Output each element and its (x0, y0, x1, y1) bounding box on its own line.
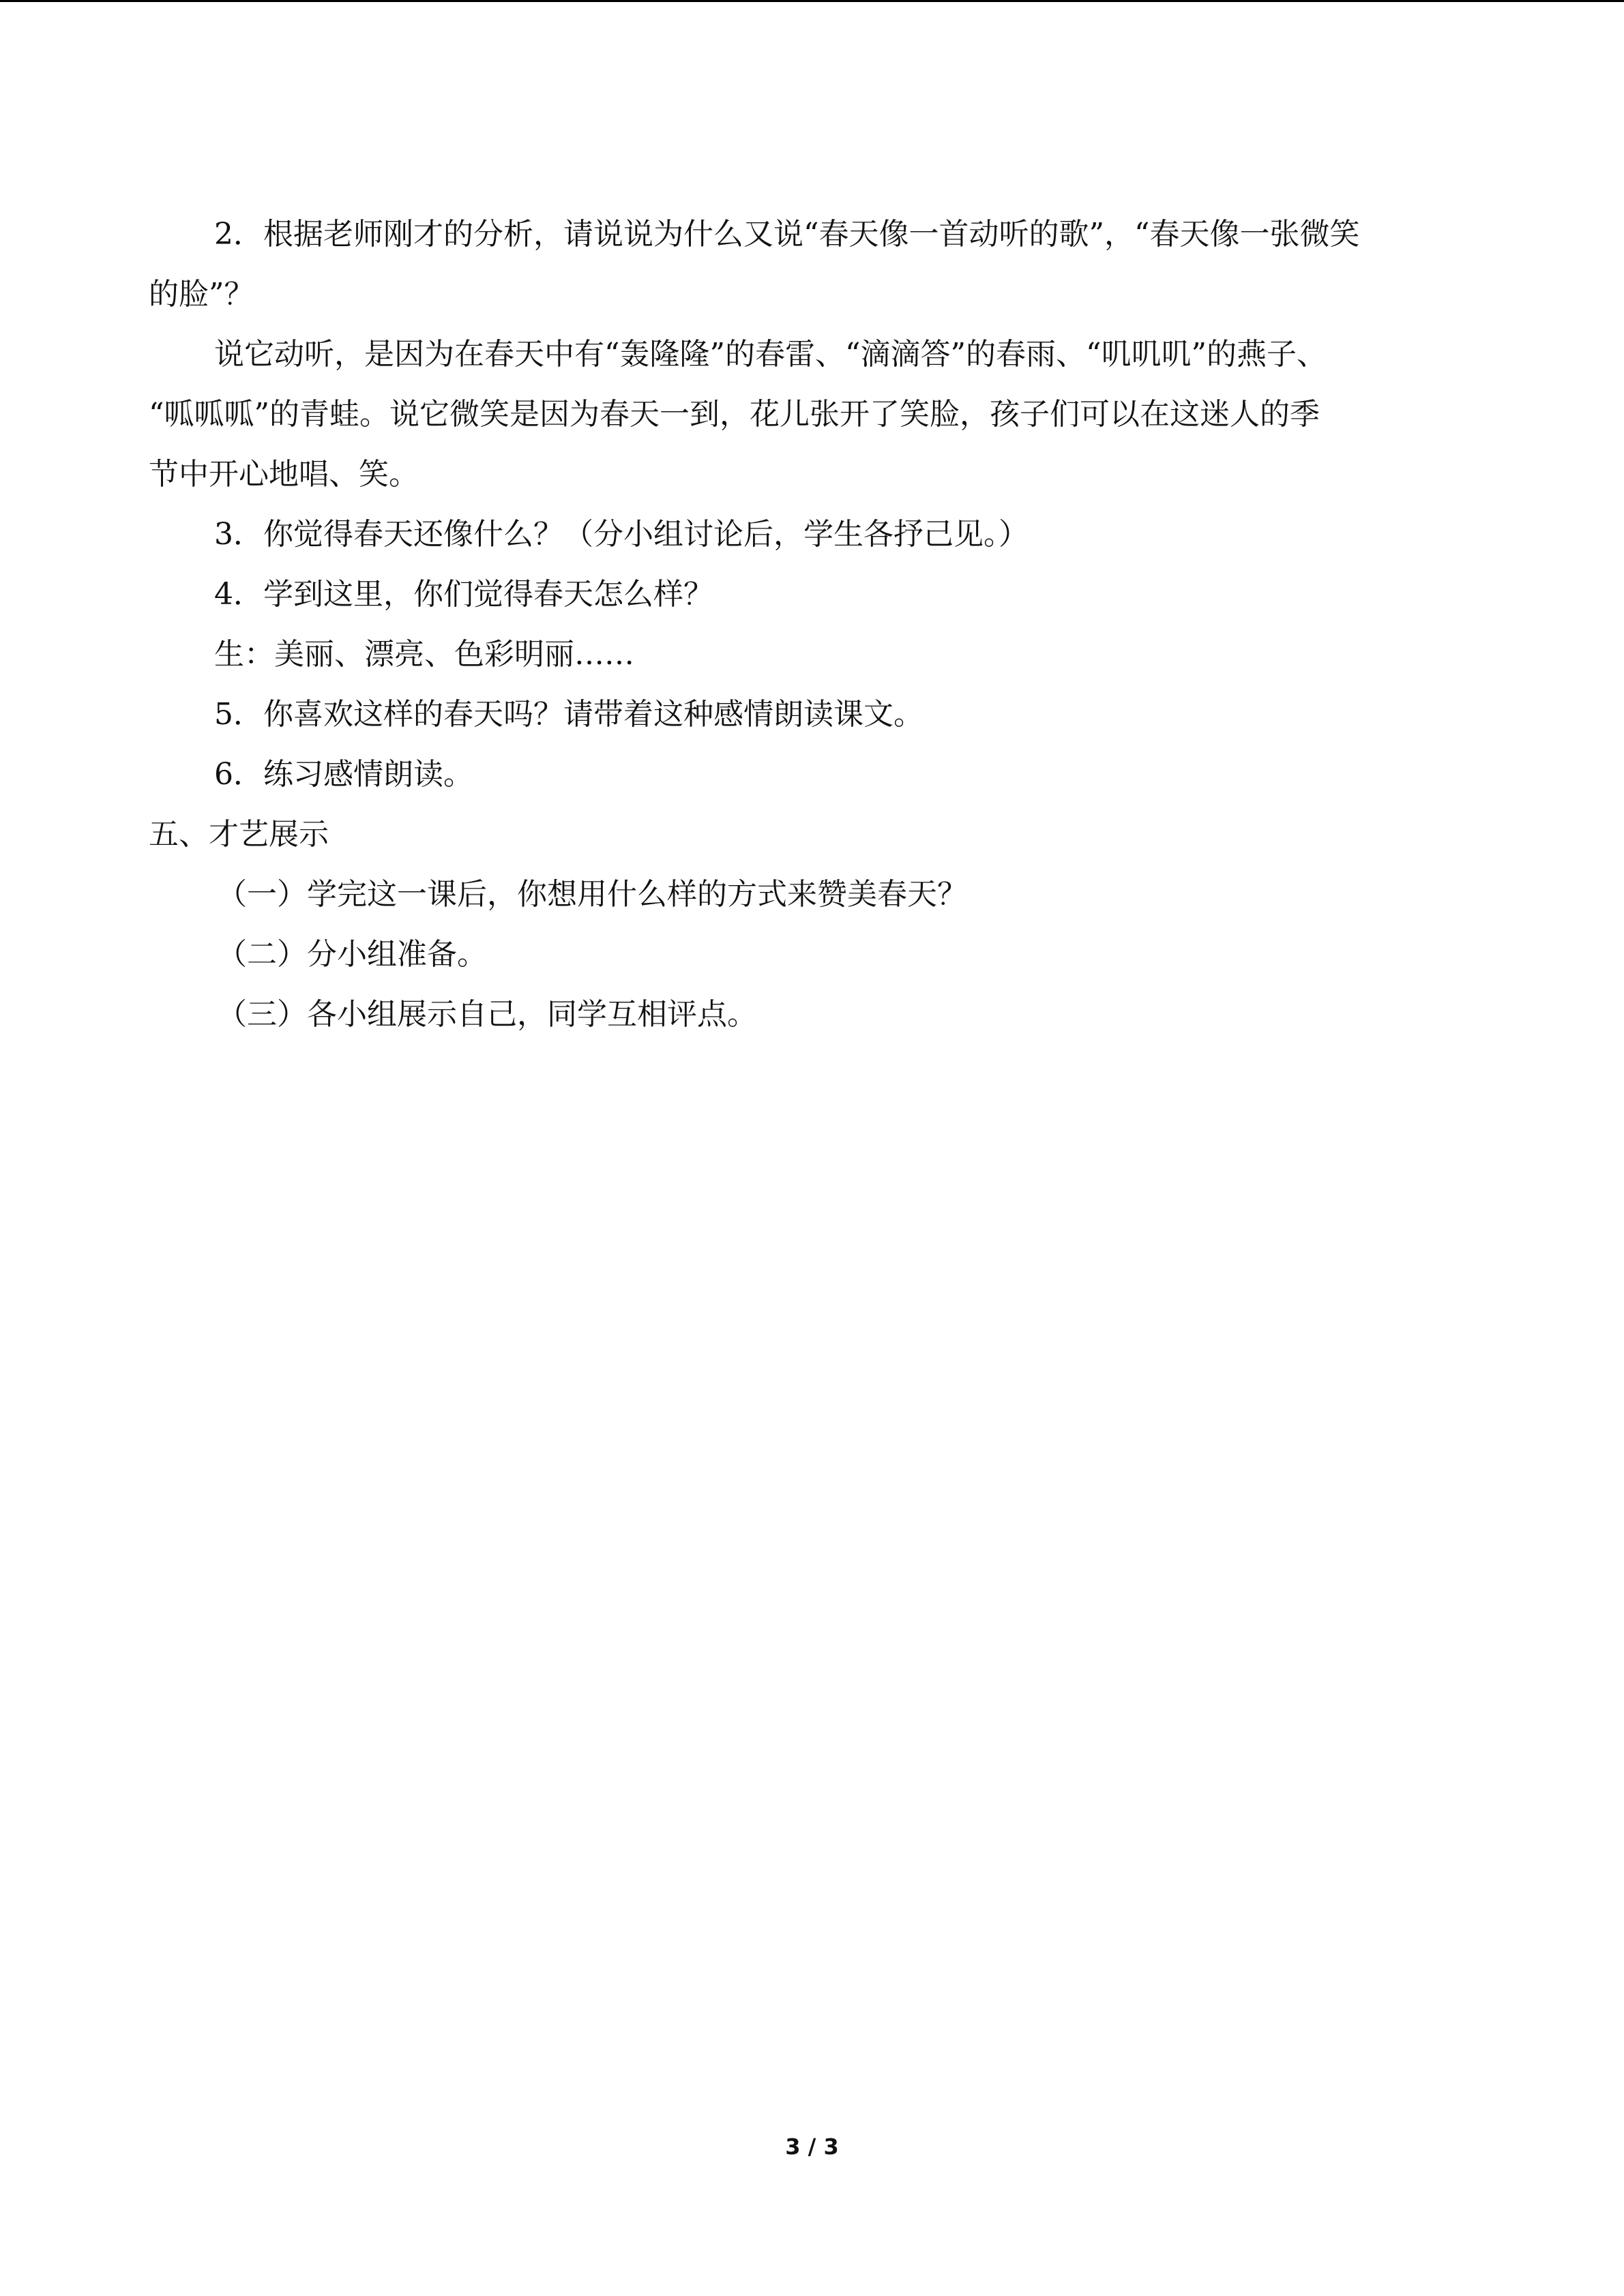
answer-2-line-1: 说它动听，是因为在春天中有“轰隆隆”的春雷、“滴滴答”的春雨、“叽叽叽”的燕子、 (214, 337, 1327, 372)
sub-item-2: （二）分小组准备。 (217, 937, 487, 972)
answer-2-line-2: “呱呱呱”的青蛙。说它微笑是因为春天一到，花儿张开了笑脸，孩子们可以在这迷人的季 (149, 397, 1320, 432)
student-answer-4: 生：美丽、漂亮、色彩明丽…… (214, 637, 634, 672)
question-2-line-2: 的脸”？ (149, 277, 254, 312)
sub-item-1: （一）学完这一课后，你想用什么样的方式来赞美春天？ (217, 877, 967, 912)
page-top-border (0, 0, 1624, 2)
document-body (149, 205, 1479, 1045)
page-number: 3 / 3 (785, 2134, 839, 2160)
sub-item-3: （三）各小组展示自己，同学互相评点。 (217, 997, 757, 1032)
step-6: 6．练习感情朗读。 (214, 757, 473, 792)
question-5: 5．你喜欢这样的春天吗？请带着这种感情朗读课文。 (214, 697, 924, 732)
question-3: 3．你觉得春天还像什么？（分小组讨论后，学生各抒己见。） (214, 517, 1029, 552)
section-heading-5: 五、才艺展示 (149, 817, 329, 852)
question-4: 4．学到这里，你们觉得春天怎么样？ (214, 577, 713, 612)
answer-2-line-3: 节中开心地唱、笑。 (149, 457, 419, 492)
question-2-line-1: 2．根据老师刚才的分析，请说说为什么又说“春天像一首动听的歌”，“春天像一张微笑 (214, 217, 1360, 252)
